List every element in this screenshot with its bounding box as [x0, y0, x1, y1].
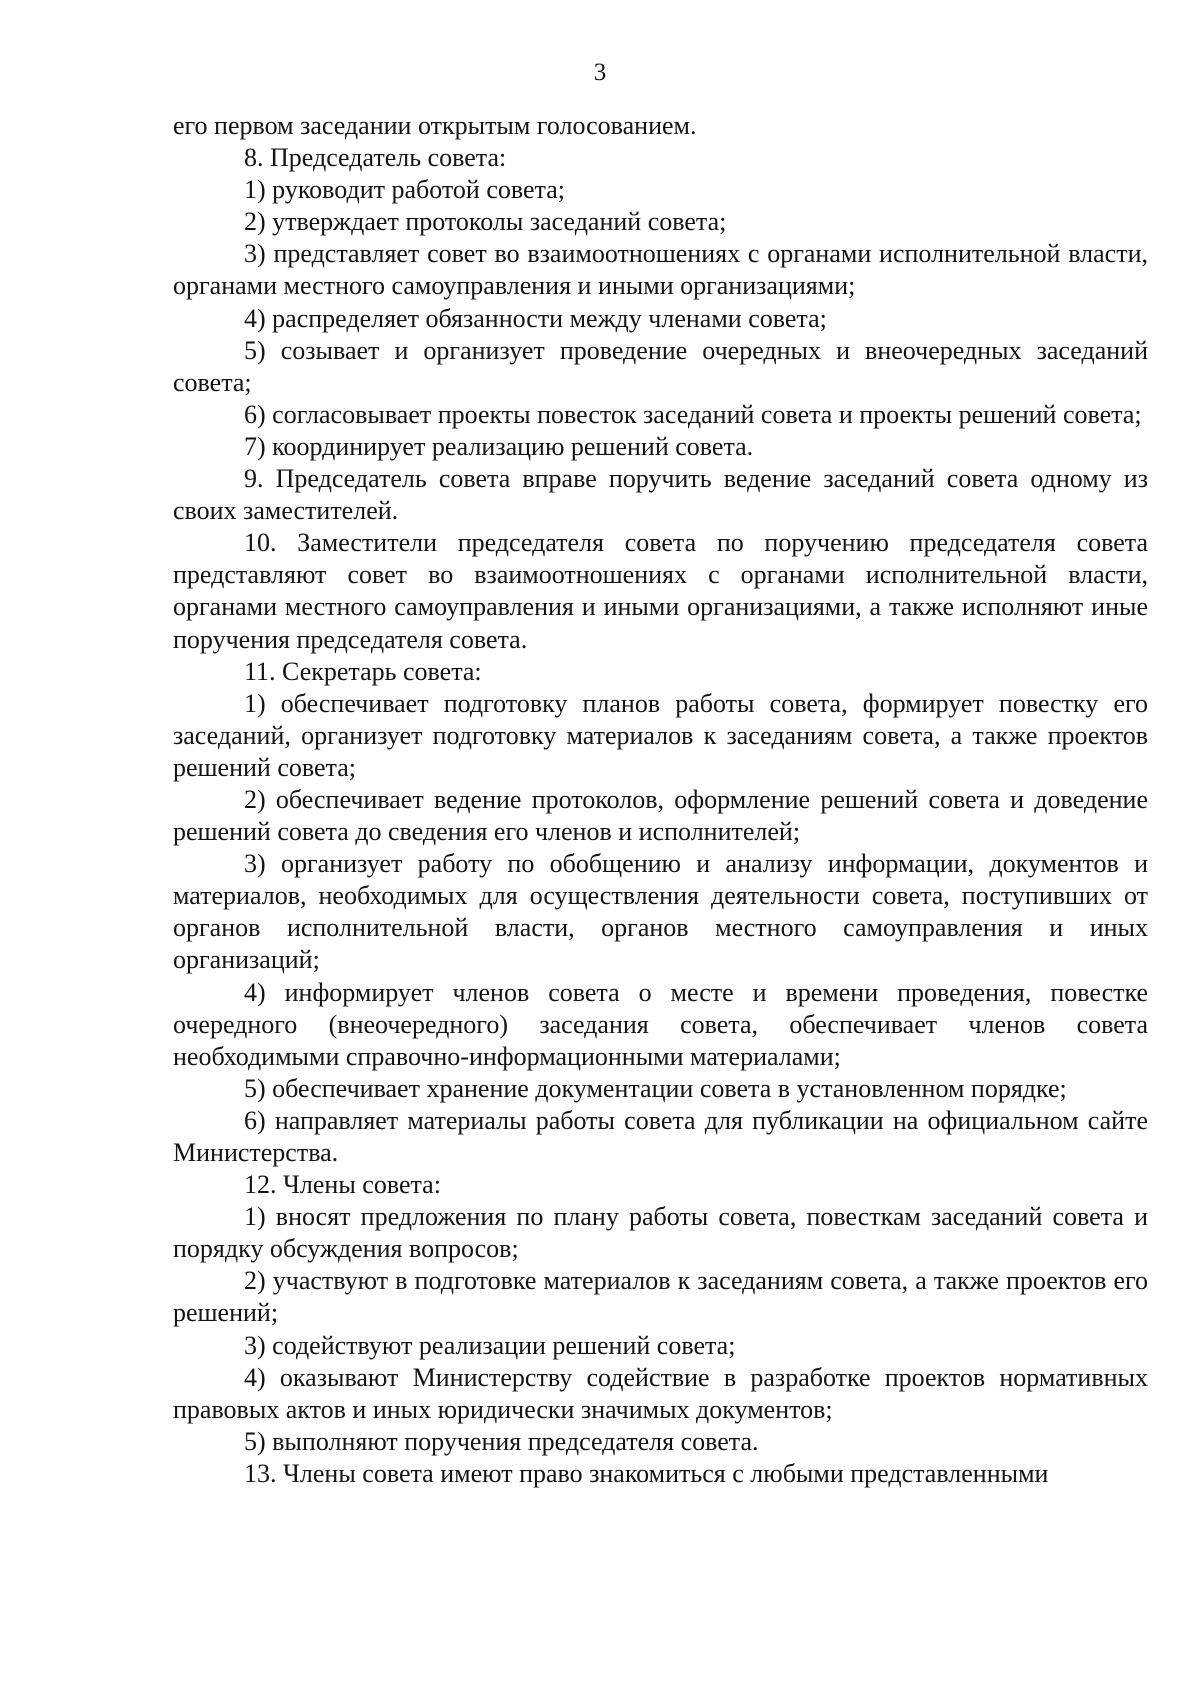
clause-8-item-2: 2) утверждает протоколы заседаний совета;	[244, 207, 727, 237]
clause-9: 9. Председатель совета вправе поручить ведение заседаний совета одному из своих заместителей.	[173, 464, 1148, 526]
page-number: 3	[593, 59, 607, 86]
clause-8-item-5: 5) созывает и организует проведение очередных и внеочередных заседаний совета;	[173, 335, 1148, 397]
clause-12-item-3: 3) содействуют реализации решений совета;	[244, 1330, 736, 1360]
clause-12-item-2: 2) участвуют в подготовке материалов к заседаниям совета, а также проектов его решений;	[173, 1266, 1148, 1328]
clause-11-item-1: 1) обеспечивает подготовку планов работы совета, формирует повестку его заседаний, организует подготовку материалов к заседаниям совета, а также проектов решений совета;	[173, 688, 1148, 782]
clause-8-heading: 8. Председатель совета:	[244, 143, 507, 173]
clause-11-item-3: 3) организует работу по обобщению и анализу информации, документов и материалов, необходимых для осуществления деятельности совета, поступивших от органов исполнительной власти, органов местного самоуправления и иных организаций;	[173, 849, 1148, 975]
clause-11-heading: 11. Секретарь совета:	[244, 656, 482, 686]
clause-11-item-2: 2) обеспечивает ведение протоколов, оформление решений совета и доведение решений совета до сведения его членов и исполнителей;	[173, 784, 1148, 847]
clause-8-item-7: 7) координирует реализацию решений совета.	[244, 431, 754, 461]
clause-8-item-1: 1) руководит работой совета;	[244, 175, 565, 205]
clause-12-item-4: 4) оказывают Министерству содействие в разработке проектов нормативных правовых актов и иных юридически значимых документов;	[173, 1362, 1148, 1424]
clause-13: 13. Члены совета имеют право знакомиться с любыми представленными	[244, 1458, 1049, 1488]
clause-8-item-4: 4) распределяет обязанности между членами совета;	[244, 303, 827, 333]
document-body	[173, 110, 1148, 1490]
clause-10: 10. Заместители председателя совета по поручению председателя совета представляют совет во взаимоотношениях с органами исполнительной власти, органами местного самоуправления и иными организациями, а также исполняют иные поручения председателя совета.	[173, 528, 1148, 654]
paragraph-continuation: его первом заседании открытым голосованием.	[173, 111, 697, 140]
clause-12-item-1: 1) вносят предложения по плану работы совета, повесткам заседаний совета и порядку обсуждения вопросов;	[173, 1202, 1148, 1264]
clause-11-item-5: 5) обеспечивает хранение документации совета в установленном порядке;	[244, 1073, 1067, 1103]
clause-11-item-4: 4) информирует членов совета о месте и времени проведения, повестке очередного (внеочередного) заседания совета, обеспечивает членов совета необходимыми справочно-информационными материалами;	[173, 977, 1148, 1071]
clause-8-item-6: 6) согласовывает проекты повесток заседаний совета и проекты решений совета;	[244, 399, 1142, 429]
clause-8-item-3: 3) представляет совет во взаимоотношениях с органами исполнительной власти, органами местного самоуправления и иными организациями;	[173, 239, 1148, 301]
clause-12-item-5: 5) выполняют поручения председателя совета.	[244, 1426, 759, 1456]
clause-12-heading: 12. Члены совета:	[244, 1170, 441, 1200]
clause-11-item-6: 6) направляет материалы работы совета для публикации на официальном сайте Министерства.	[173, 1105, 1148, 1167]
